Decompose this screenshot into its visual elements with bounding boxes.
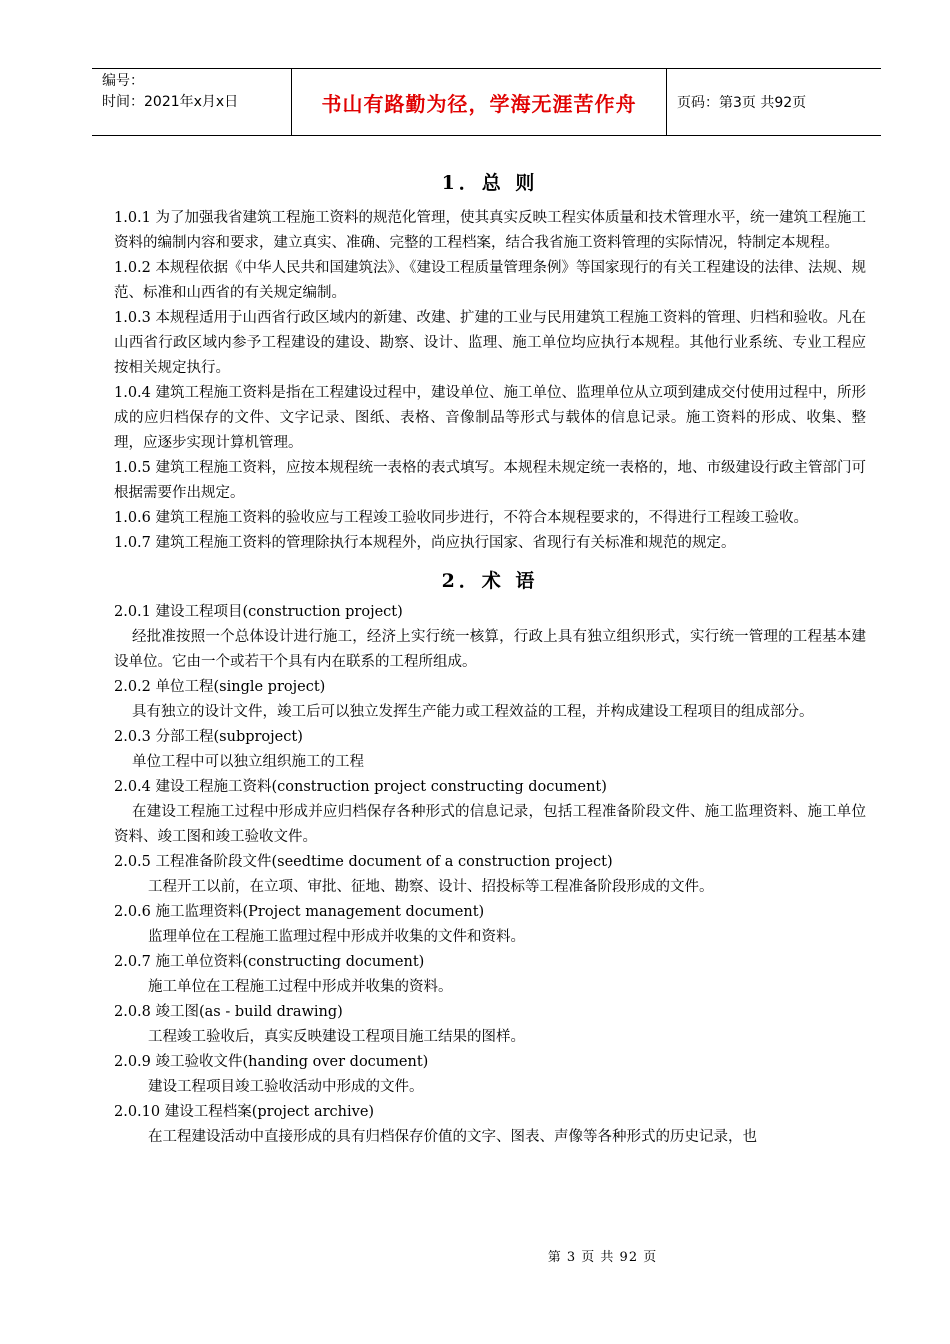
time-label: 时间：2021年x月x日: [102, 94, 239, 110]
term-definition: 施工单位在工程施工过程中形成并收集的资料。: [148, 979, 453, 995]
term-definition: 具有独立的设计文件，竣工后可以独立发挥生产能力或工程效益的工程，并构成建设工程项目的组成部分。: [132, 704, 814, 720]
term-definition: 在工程建设活动中直接形成的具有归档保存价值的文字、图表、声像等各种形式的历史记录，也: [148, 1129, 757, 1145]
section-title-general: 1．总 则: [441, 172, 539, 194]
term-definition: 在建设工程施工过程中形成并应归档保存各种形式的信息记录，包括工程准备阶段文件、施工监理资料、施工单位资料、竣工图和竣工验收文件。: [114, 804, 866, 845]
document-body: [114, 168, 866, 1150]
term-definition: 经批准按照一个总体设计进行施工，经济上实行统一核算，行政上具有独立组织形式，实行统一管理的工程基本建设单位。它由一个或若干个具有内在联系的工程所组成。: [114, 629, 866, 670]
clause-1-0-4: 1.0.4 建筑工程施工资料是指在工程建设过程中，建设单位、施工单位、监理单位从立项到建成交付使用过程中，所形成的应归档保存的文件、文字记录、图纸、表格、音像制品等形式与载体的信息记录。施工资料的形成、收集、整理，应逐步实现计算机管理。: [114, 385, 866, 451]
clause-1-0-3: 1.0.3 本规程适用于山西省行政区域内的新建、改建、扩建的工业与民用建筑工程施工资料的管理、归档和验收。凡在山西省行政区域内参予工程建设的建设、勘察、设计、监理、施工单位均应执行本规程。其他行业系统、专业工程应按相关规定执行。: [114, 310, 866, 376]
page-footer: [0, 1246, 950, 1265]
term-definition: 工程竣工验收后，真实反映建设工程项目施工结果的图样。: [148, 1029, 525, 1045]
clause-1-0-6: 1.0.6 建筑工程施工资料的验收应与工程竣工验收同步进行，不符合本规程要求的，不得进行工程竣工验收。: [114, 510, 808, 526]
header-page-label: 页码：第3页 共92页: [677, 95, 807, 111]
term-2-0-10: 2.0.10 建设工程档案(project archive): [114, 1104, 375, 1120]
section-title-terms: 2．术 语: [441, 570, 539, 592]
term-2-0-4: 2.0.4 建设工程施工资料(construction project constructing document): [114, 779, 607, 795]
term-definition: 工程开工以前，在立项、审批、征地、勘察、设计、招投标等工程准备阶段形成的文件。: [148, 879, 714, 895]
term-definition: 监理单位在工程施工监理过程中形成并收集的文件和资料。: [148, 929, 525, 945]
clause-1-0-5: 1.0.5 建筑工程施工资料，应按本规程统一表格的表式填写。本规程未规定统一表格的，地、市级建设行政主管部门可根据需要作出规定。: [114, 460, 866, 501]
header-motto: 书山有路勤为径，学海无涯苦作舟: [292, 69, 667, 135]
term-definition: 单位工程中可以独立组织施工的工程: [132, 754, 364, 770]
term-2-0-1: 2.0.1 建设工程项目(construction project): [114, 604, 403, 620]
term-definition: 建设工程项目竣工验收活动中形成的文件。: [148, 1079, 424, 1095]
term-2-0-8: 2.0.8 竣工图(as - build drawing): [114, 1004, 343, 1020]
code-label: 编号：: [102, 73, 144, 89]
term-2-0-6: 2.0.6 施工监理资料(Project management document): [114, 904, 485, 920]
clause-1-0-1: 1.0.1 为了加强我省建筑工程施工资料的规范化管理，使其真实反映工程实体质量和技术管理水平，统一建筑工程施工资料的编制内容和要求，建立真实、准确、完整的工程档案，结合我省施工资料管理的实际情况，特制定本规程。: [114, 210, 866, 251]
header-info: [92, 69, 292, 135]
term-2-0-2: 2.0.2 单位工程(single project): [114, 679, 326, 695]
term-2-0-7: 2.0.7 施工单位资料(constructing document): [114, 954, 425, 970]
term-2-0-3: 2.0.3 分部工程(subproject): [114, 729, 303, 745]
clause-1-0-2: 1.0.2 本规程依据《中华人民共和国建筑法》、《建设工程质量管理条例》等国家现行的有关工程建设的法律、法规、规范、标准和山西省的有关规定编制。: [114, 260, 866, 301]
term-2-0-5: 2.0.5 工程准备阶段文件(seedtime document of a construction project): [114, 854, 613, 870]
footer-page-number: 第 3 页 共 92 页: [547, 1250, 658, 1265]
clause-1-0-7: 1.0.7 建筑工程施工资料的管理除执行本规程外，尚应执行国家、省现行有关标准和规范的规定。: [114, 535, 736, 551]
page-header: [92, 68, 881, 136]
term-2-0-9: 2.0.9 竣工验收文件(handing over document): [114, 1054, 429, 1070]
